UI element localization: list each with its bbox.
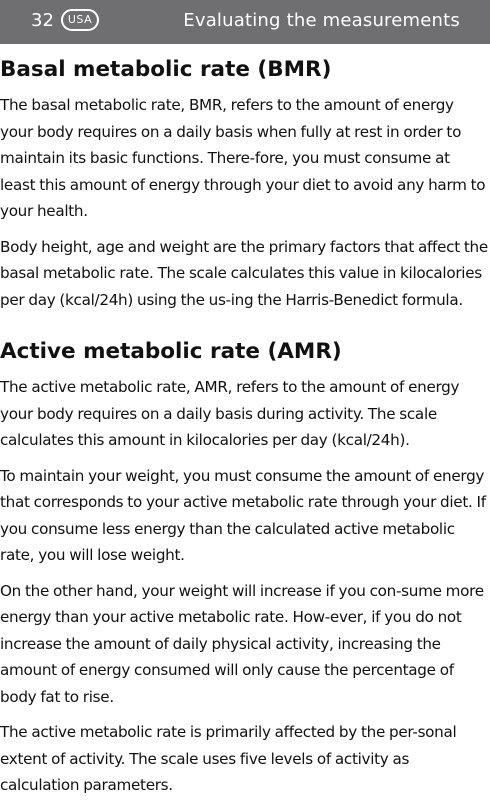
page-number: 32: [31, 10, 54, 31]
amr-paragraph-1: The active metabolic rate, AMR, refers to the amount of energy your body requires on a daily basis during activity. The scale calculates this amount in kilocalories per day (kcal/24h).: [0, 378, 460, 449]
amr-paragraph-2: To maintain your weight, you must consume the amount of energy that corresponds to your active metabolic rate through your diet. If you consume less energy than the calculated active metabolic rate, you will lose weight.: [0, 466, 486, 564]
amr-heading: Active metabolic rate (AMR): [0, 339, 342, 364]
bmr-paragraph-2: Body height, age and weight are the primary factors that affect the basal metabolic rate. The scale calculates this value in kilocalories per day (kcal/24h) using the us-ing the Harris-Benedict formula.: [0, 237, 488, 309]
amr-paragraph-4: The active metabolic rate is primarily affected by the per-sonal extent of activity. The scale uses five levels of activity as calculation parameters.: [0, 723, 457, 794]
page-header: [0, 0, 490, 44]
section-title: Evaluating the measurements: [183, 10, 460, 31]
bmr-paragraph-1: The basal metabolic rate, BMR, refers to the amount of energy your body requires on a daily basis when fully at rest in order to maintain its basic functions. There-fore, you must consume at least this amount of energy through your diet to avoid any harm to your health.: [0, 96, 486, 220]
amr-paragraph-3: On the other hand, your weight will increase if you con-sume more energy than your active metabolic rate. How-ever, if you do not increase the amount of daily physical activity, increasing the amount of energy consumed will only cause the percentage of body fat to rise.: [0, 581, 484, 706]
bmr-heading: Basal metabolic rate (BMR): [0, 57, 332, 82]
country-badge: USA: [61, 9, 99, 31]
page-content: [0, 55, 488, 799]
